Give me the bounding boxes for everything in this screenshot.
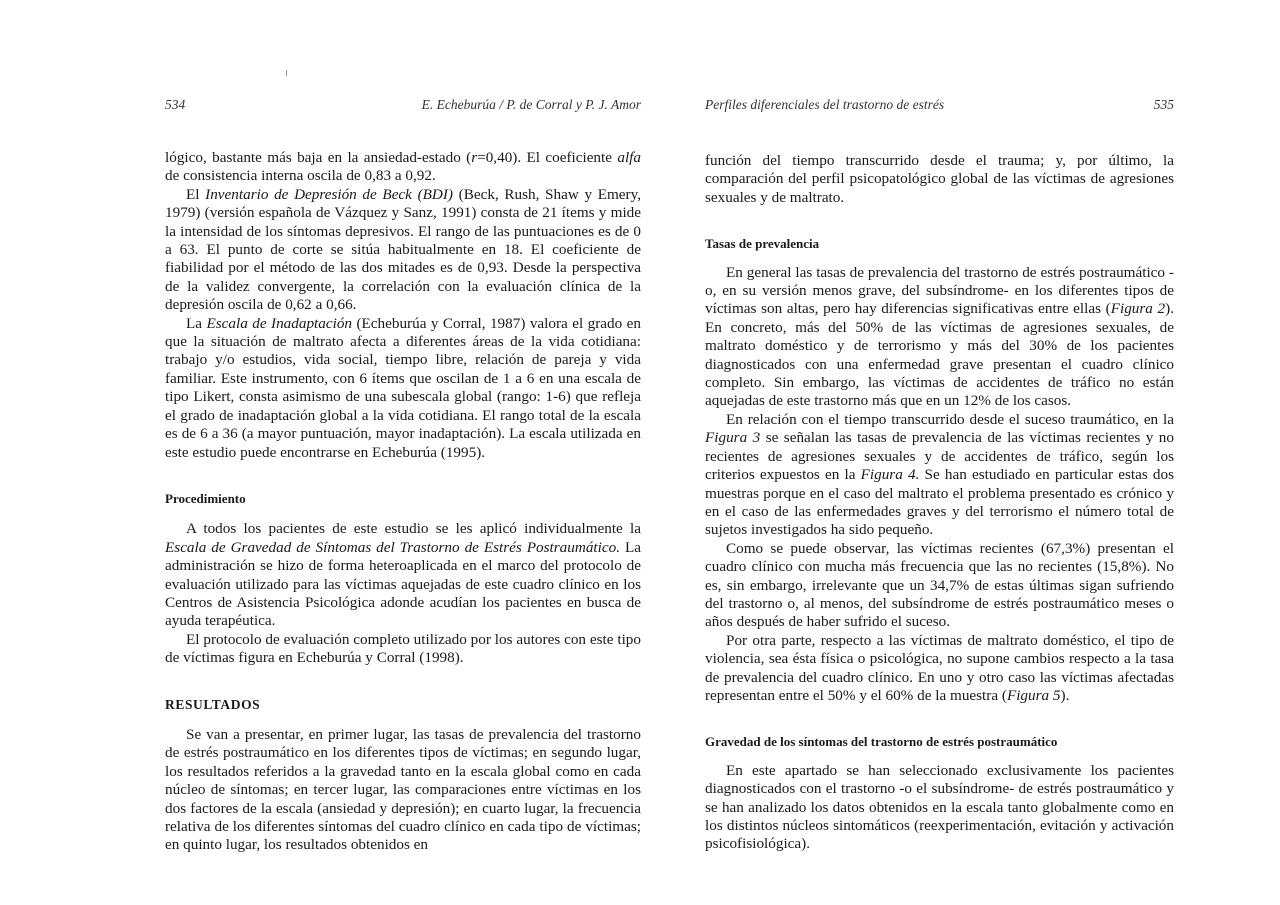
page-number: 535 [1153, 97, 1174, 112]
page-number: 534 [165, 97, 186, 112]
scan-speck [286, 70, 287, 76]
paragraph: En relación con el tiempo transcurrido desde el suceso traumático, en la Figura 3 se señalan las tasas de prevalencia de las víctimas recientes y no recientes de agresiones sexuales y de accidentes de tráfico, según los criterios expuestos en la Figura 4. Se han estudiado en particular estas dos muestras porque en el caso del maltrato el problema presentado es crónico y en el caso de las enfermedades graves y del terrorismo el número total de sujetos investigados ha sido pequeño. [705, 410, 1174, 539]
section-heading-tasas: Tasas de prevalencia [705, 236, 820, 252]
right-page-body [705, 152, 1174, 854]
running-head-authors: E. Echeburúa / P. de Corral y P. J. Amor [421, 97, 641, 112]
section-heading-gravedad: Gravedad de los síntomas del trastorno de estrés postraumático [705, 734, 1058, 750]
paragraph: En general las tasas de prevalencia del trastorno de estrés postraumático -o, en su versión menos grave, del subsíndrome- en los diferentes tipos de víctimas son altas, pero hay diferencias significativas entre ellas (Figura 2). En concreto, más del 50% de las víctimas de agresiones sexuales, de maltrato doméstico y de terrorismo y más del 30% de los pacientes diagnosticados con una enfermedad grave presentan el cuadro clínico completo. Sin embargo, las víctimas de accidentes de tráfico no están aquejadas de este trastorno más que en un 12% de los casos. [705, 263, 1174, 410]
paragraph: función del tiempo transcurrido desde el trauma; y, por último, la comparación del perfil psicopatológico global de las víctimas de agresiones sexuales y de maltrato. [705, 152, 1174, 206]
paragraph: Se van a presentar, en primer lugar, las tasas de prevalencia del trastorno de estrés postraumático en los diferentes tipos de víctimas; en segundo lugar, los resultados referidos a la gravedad tanto en la escala global como en cada núcleo de síntomas; en tercer lugar, las comparaciones entre víctimas en los dos factores de la escala (ansiedad y depresión); en cuarto lugar, la frecuencia relativa de los diferentes síntomas del cuadro clínico en cada tipo de víctimas; en quinto lugar, los resultados obtenidos en [165, 725, 641, 854]
paragraph: El Inventario de Depresión de Beck (BDI) (Beck, Rush, Shaw y Emery, 1979) (versión española de Vázquez y Sanz, 1991) consta de 21 ítems y mide la intensidad de los síntomas depresivos. El rango de las puntuaciones es de 0 a 63. El punto de corte se sitúa habitualmente en 18. El coeficiente de fiabilidad por el método de las dos mitades es de 0,93. Desde la perspectiva de la validez convergente, la correlación con la evaluación clínica de la depresión oscila de 0,62 a 0,66. [165, 185, 641, 314]
paragraph: Como se puede observar, las víctimas recientes (67,3%) presentan el cuadro clínico con mucha más frecuencia que las no recientes (15,8%). No es, sin embargo, irrelevante que un 34,7% de estas últimas sigan sufriendo del trastorno o, al menos, del subsíndrome de estrés postraumático meses o años después de haber sufrido el suceso. [705, 539, 1174, 631]
left-running-head [165, 97, 641, 115]
section-heading-resultados: RESULTADOS [165, 696, 261, 712]
right-running-head [705, 97, 1174, 115]
paragraph: lógico, bastante más baja en la ansiedad-estado (r=0,40). El coeficiente alfa de consistencia interna oscila de 0,83 a 0,92. [165, 149, 641, 185]
left-page-body [165, 149, 641, 855]
running-head-title: Perfiles diferenciales del trastorno de estrés [705, 97, 945, 112]
section-heading-procedimiento: Procedimiento [165, 490, 246, 506]
paragraph: A todos los pacientes de este estudio se les aplicó individualmente la Escala de Gravedad de Síntomas del Trastorno de Estrés Postraumático. La administración se hizo de forma heteroaplicada en el marco del protocolo de evaluación utilizado para las víctimas aquejadas de este cuadro clínico en los Centros de Asistencia Psicológica adonde acudían los pacientes en busca de ayuda terapéutica. [165, 520, 641, 630]
paragraph: En este apartado se han seleccionado exclusivamente los pacientes diagnosticados con el trastorno -o el subsíndrome- de estrés postraumático y se han analizado los datos obtenidos en la escala tanto globalmente como en los distintos núcleos sintomáticos (reexperimentación, evitación y activación psicofisiológica). [705, 761, 1174, 853]
paragraph: Por otra parte, respecto a las víctimas de maltrato doméstico, el tipo de violencia, sea ésta física o psicológica, no supone cambios respecto a la tasa de prevalencia del cuadro clínico. En uno y otro caso las víctimas afectadas representan entre el 50% y el 60% de la muestra (Figura 5). [705, 631, 1174, 704]
paragraph: El protocolo de evaluación completo utilizado por los autores con este tipo de víctimas figura en Echeburúa y Corral (1998). [165, 630, 641, 667]
paragraph: La Escala de Inadaptación (Echeburúa y Corral, 1987) valora el grado en que la situación de maltrato afecta a diferentes áreas de la vida cotidiana: trabajo y/o estudios, vida social, tiempo libre, relación de pareja y vida familiar. Este instrumento, con 6 ítems que oscilan de 1 a 6 en una escala de tipo Likert, consta asimismo de una subescala global (rango: 1-6) que refleja el grado de inadaptación global a la vida cotidiana. El rango total de la escala es de 6 a 36 (a mayor puntuación, mayor inadaptación). La escala utilizada en este estudio puede encontrarse en Echeburúa (1995). [165, 314, 641, 461]
